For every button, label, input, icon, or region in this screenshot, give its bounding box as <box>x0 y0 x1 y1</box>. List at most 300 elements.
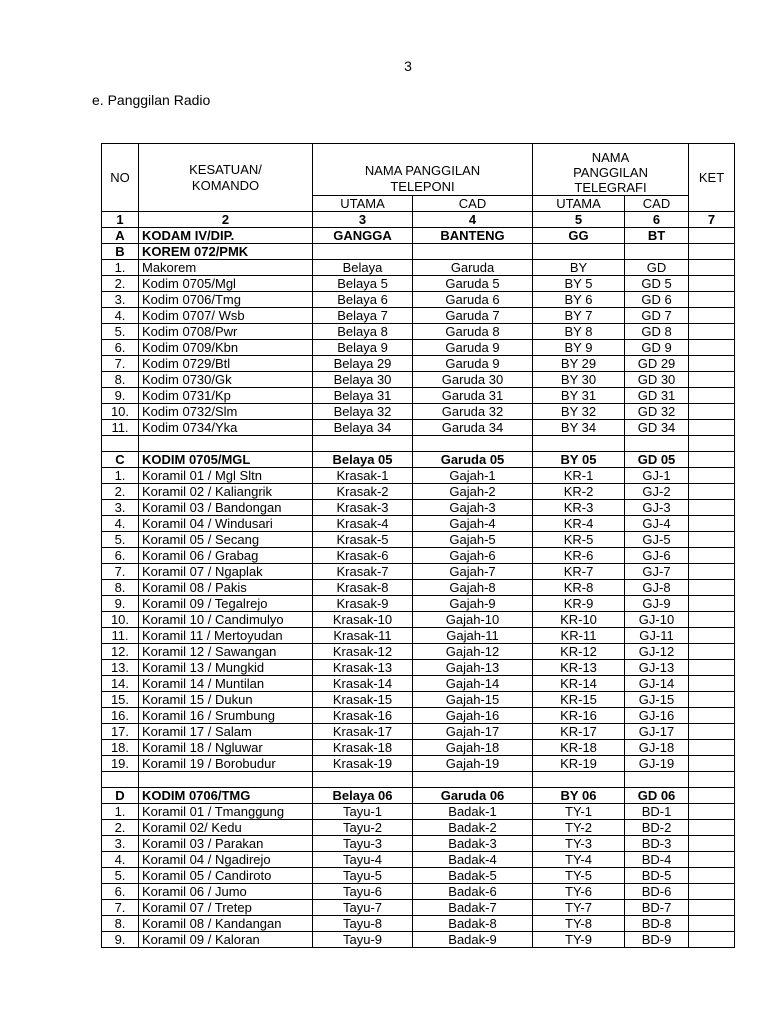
row-no: 11. <box>102 628 139 644</box>
row-ket <box>689 404 735 420</box>
row-telegrafi-utama: KR-15 <box>533 692 625 708</box>
row-telegrafi-cad: GD 5 <box>625 276 689 292</box>
row-telepon-cad: Gajah-8 <box>413 580 533 596</box>
row-telegrafi-cad: GJ-17 <box>625 724 689 740</box>
row-telegrafi-cad: GJ-8 <box>625 580 689 596</box>
row-unit-name: Koramil 13 / Mungkid <box>139 660 313 676</box>
row-telegrafi-cad: GJ-2 <box>625 484 689 500</box>
row-ket <box>689 228 735 244</box>
row-unit-name: Koramil 10 / Candimulyo <box>139 612 313 628</box>
row-unit-name: Koramil 04 / Ngadirejo <box>139 852 313 868</box>
header-telepon-cad: CAD <box>413 196 533 212</box>
table-row <box>102 740 735 756</box>
row-telepon-cad: Gajah-13 <box>413 660 533 676</box>
row-unit-name: Koramil 15 / Dukun <box>139 692 313 708</box>
header-telegrafi-cad: CAD <box>625 196 689 212</box>
header-telepon-utama: UTAMA <box>313 196 413 212</box>
row-ket <box>689 388 735 404</box>
table-row <box>102 420 735 436</box>
row-unit-name: Kodim 0707/ Wsb <box>139 308 313 324</box>
row-unit-name: Kodim 0705/Mgl <box>139 276 313 292</box>
row-no: 4. <box>102 308 139 324</box>
row-unit-name: Kodim 0731/Kp <box>139 388 313 404</box>
row-telegrafi-utama: KR-11 <box>533 628 625 644</box>
row-no: 4. <box>102 516 139 532</box>
table-row <box>102 884 735 900</box>
row-no: 17. <box>102 724 139 740</box>
table-row <box>102 596 735 612</box>
row-telegrafi-cad: GJ-10 <box>625 612 689 628</box>
row-telegrafi-cad: GJ-4 <box>625 516 689 532</box>
row-telepon-cad: Badak-1 <box>413 804 533 820</box>
row-telegrafi-utama: KR-5 <box>533 532 625 548</box>
row-no: 16. <box>102 708 139 724</box>
row-no: 9. <box>102 388 139 404</box>
row-no: 2. <box>102 276 139 292</box>
row-telepon-utama: Krasak-13 <box>313 660 413 676</box>
row-telegrafi-utama: KR-19 <box>533 756 625 772</box>
row-telegrafi-utama: KR-16 <box>533 708 625 724</box>
row-no: A <box>102 228 139 244</box>
row-telegrafi-utama: BY 34 <box>533 420 625 436</box>
row-telepon-cad <box>413 436 533 452</box>
call-sign-table <box>101 143 735 948</box>
row-unit-name <box>139 436 313 452</box>
row-no: 5. <box>102 532 139 548</box>
column-index: 4 <box>413 212 533 228</box>
table-row <box>102 532 735 548</box>
row-telegrafi-utama: TY-5 <box>533 868 625 884</box>
table-row <box>102 644 735 660</box>
row-telepon-cad: Garuda 8 <box>413 324 533 340</box>
row-unit-name: Koramil 18 / Ngluwar <box>139 740 313 756</box>
row-telepon-utama: Krasak-9 <box>313 596 413 612</box>
row-telepon-cad: Badak-8 <box>413 916 533 932</box>
table-row <box>102 468 735 484</box>
row-telepon-cad: Badak-7 <box>413 900 533 916</box>
row-ket <box>689 420 735 436</box>
column-index: 5 <box>533 212 625 228</box>
row-unit-name: Kodim 0729/Btl <box>139 356 313 372</box>
row-telepon-utama: Tayu-7 <box>313 900 413 916</box>
table-row <box>102 548 735 564</box>
row-telegrafi-cad: GD 06 <box>625 788 689 804</box>
row-telegrafi-utama: GG <box>533 228 625 244</box>
row-telepon-utama: Krasak-7 <box>313 564 413 580</box>
row-ket <box>689 932 735 948</box>
row-unit-name: Koramil 03 / Parakan <box>139 836 313 852</box>
row-unit-name: Koramil 16 / Srumbung <box>139 708 313 724</box>
row-telegrafi-cad: GD 05 <box>625 452 689 468</box>
row-no: 10. <box>102 404 139 420</box>
row-telegrafi-cad <box>625 244 689 260</box>
row-no: D <box>102 788 139 804</box>
row-telegrafi-utama: KR-6 <box>533 548 625 564</box>
row-telegrafi-utama: KR-9 <box>533 596 625 612</box>
row-telegrafi-cad: GD 6 <box>625 292 689 308</box>
row-unit-name: KODAM IV/DIP. <box>139 228 313 244</box>
section-title: e. Panggilan Radio <box>92 92 211 108</box>
row-no: 8. <box>102 580 139 596</box>
row-no: 8. <box>102 916 139 932</box>
row-telegrafi-utama: TY-1 <box>533 804 625 820</box>
row-ket <box>689 548 735 564</box>
row-telegrafi-cad: GJ-13 <box>625 660 689 676</box>
row-ket <box>689 628 735 644</box>
row-ket <box>689 644 735 660</box>
row-telepon-utama: Krasak-1 <box>313 468 413 484</box>
row-no: 1. <box>102 468 139 484</box>
row-telegrafi-utama: BY 7 <box>533 308 625 324</box>
row-unit-name: KOREM 072/PMK <box>139 244 313 260</box>
row-no: 4. <box>102 852 139 868</box>
row-ket <box>689 292 735 308</box>
table-row <box>102 228 735 244</box>
row-unit-name: Koramil 01 / Mgl Sltn <box>139 468 313 484</box>
row-telegrafi-utama <box>533 244 625 260</box>
row-telegrafi-utama: KR-4 <box>533 516 625 532</box>
row-no: 7. <box>102 356 139 372</box>
row-telegrafi-cad: GJ-5 <box>625 532 689 548</box>
row-ket <box>689 356 735 372</box>
row-ket <box>689 484 735 500</box>
row-ket <box>689 324 735 340</box>
row-telegrafi-cad: BD-6 <box>625 884 689 900</box>
row-telegrafi-utama: BY 06 <box>533 788 625 804</box>
row-ket <box>689 468 735 484</box>
row-telegrafi-utama: KR-7 <box>533 564 625 580</box>
row-telepon-utama: Krasak-17 <box>313 724 413 740</box>
row-unit-name: Kodim 0734/Yka <box>139 420 313 436</box>
row-no: 1. <box>102 804 139 820</box>
row-ket <box>689 788 735 804</box>
row-telegrafi-utama: BY 31 <box>533 388 625 404</box>
row-unit-name: Kodim 0706/Tmg <box>139 292 313 308</box>
table-row <box>102 436 735 452</box>
row-telepon-cad: Gajah-17 <box>413 724 533 740</box>
row-telegrafi-utama: TY-4 <box>533 852 625 868</box>
table-row <box>102 772 735 788</box>
header-telegrafi: NAMA PANGGILAN TELEGRAFI <box>533 144 689 196</box>
row-telepon-utama: Tayu-4 <box>313 852 413 868</box>
row-no: 8. <box>102 372 139 388</box>
row-ket <box>689 516 735 532</box>
row-unit-name: Koramil 06 / Grabag <box>139 548 313 564</box>
row-telegrafi-utama: BY 30 <box>533 372 625 388</box>
row-telegrafi-cad: GJ-14 <box>625 676 689 692</box>
row-telepon-utama: Belaya 32 <box>313 404 413 420</box>
row-unit-name: Koramil 09 / Kaloran <box>139 932 313 948</box>
row-telepon-cad: Gajah-6 <box>413 548 533 564</box>
row-telepon-utama <box>313 436 413 452</box>
row-telegrafi-utama: KR-17 <box>533 724 625 740</box>
row-unit-name: Koramil 02 / Kaliangrik <box>139 484 313 500</box>
row-telegrafi-cad: GJ-11 <box>625 628 689 644</box>
row-ket <box>689 340 735 356</box>
row-telegrafi-cad: GD 7 <box>625 308 689 324</box>
row-no: 9. <box>102 596 139 612</box>
row-telepon-cad: Gajah-14 <box>413 676 533 692</box>
row-ket <box>689 676 735 692</box>
row-telepon-utama: Tayu-3 <box>313 836 413 852</box>
row-telepon-cad: Gajah-5 <box>413 532 533 548</box>
row-telepon-utama: Tayu-6 <box>313 884 413 900</box>
row-telepon-cad: BANTENG <box>413 228 533 244</box>
row-telegrafi-utama: BY 9 <box>533 340 625 356</box>
row-telegrafi-cad: GJ-1 <box>625 468 689 484</box>
row-telegrafi-utama: KR-12 <box>533 644 625 660</box>
row-telegrafi-utama: BY 29 <box>533 356 625 372</box>
row-ket <box>689 804 735 820</box>
row-ket <box>689 596 735 612</box>
row-telepon-utama: Belaya <box>313 260 413 276</box>
row-telepon-utama: Krasak-2 <box>313 484 413 500</box>
row-telegrafi-cad: GJ-12 <box>625 644 689 660</box>
row-telepon-utama: Belaya 31 <box>313 388 413 404</box>
row-telegrafi-utama: TY-7 <box>533 900 625 916</box>
row-telegrafi-utama: KR-1 <box>533 468 625 484</box>
row-telepon-cad: Gajah-19 <box>413 756 533 772</box>
row-telegrafi-cad <box>625 436 689 452</box>
row-ket <box>689 660 735 676</box>
row-telegrafi-cad: GJ-18 <box>625 740 689 756</box>
row-telegrafi-cad: BD-1 <box>625 804 689 820</box>
row-telegrafi-cad: GD 34 <box>625 420 689 436</box>
row-telegrafi-cad: GJ-16 <box>625 708 689 724</box>
row-telepon-utama: Tayu-1 <box>313 804 413 820</box>
row-telepon-utama: Belaya 6 <box>313 292 413 308</box>
row-telepon-utama: Belaya 06 <box>313 788 413 804</box>
row-telepon-cad: Gajah-3 <box>413 500 533 516</box>
table-row <box>102 276 735 292</box>
row-no: 7. <box>102 900 139 916</box>
row-telepon-cad: Badak-6 <box>413 884 533 900</box>
row-ket <box>689 772 735 788</box>
row-no: 3. <box>102 500 139 516</box>
table-row <box>102 916 735 932</box>
row-telepon-cad: Gajah-18 <box>413 740 533 756</box>
row-telepon-cad: Badak-9 <box>413 932 533 948</box>
row-no: 6. <box>102 884 139 900</box>
row-no: 3. <box>102 836 139 852</box>
row-telepon-cad: Gajah-15 <box>413 692 533 708</box>
row-telegrafi-cad: BD-9 <box>625 932 689 948</box>
table-row <box>102 612 735 628</box>
row-ket <box>689 692 735 708</box>
row-ket <box>689 900 735 916</box>
row-telegrafi-utama: TY-3 <box>533 836 625 852</box>
row-telegrafi-utama: KR-14 <box>533 676 625 692</box>
row-telepon-utama: Tayu-9 <box>313 932 413 948</box>
row-unit-name: Koramil 06 / Jumo <box>139 884 313 900</box>
row-telepon-utama: Tayu-8 <box>313 916 413 932</box>
row-telepon-cad: Garuda 06 <box>413 788 533 804</box>
row-ket <box>689 436 735 452</box>
row-telegrafi-cad: GD 29 <box>625 356 689 372</box>
row-unit-name: Koramil 02/ Kedu <box>139 820 313 836</box>
row-telegrafi-utama: KR-10 <box>533 612 625 628</box>
row-telepon-utama: Belaya 30 <box>313 372 413 388</box>
row-telepon-utama: Krasak-19 <box>313 756 413 772</box>
table-row <box>102 564 735 580</box>
row-no: 11. <box>102 420 139 436</box>
row-telegrafi-utama: TY-9 <box>533 932 625 948</box>
row-ket <box>689 452 735 468</box>
row-telepon-cad: Garuda <box>413 260 533 276</box>
header-telegrafi-utama: UTAMA <box>533 196 625 212</box>
table-row <box>102 372 735 388</box>
row-telepon-utama: Krasak-4 <box>313 516 413 532</box>
row-no <box>102 772 139 788</box>
row-unit-name: KODIM 0706/TMG <box>139 788 313 804</box>
column-index-row <box>102 212 735 228</box>
row-telegrafi-cad: BD-3 <box>625 836 689 852</box>
row-telepon-utama: Krasak-16 <box>313 708 413 724</box>
row-telepon-cad: Badak-3 <box>413 836 533 852</box>
row-unit-name: Koramil 08 / Pakis <box>139 580 313 596</box>
row-no: 9. <box>102 932 139 948</box>
row-no: 7. <box>102 564 139 580</box>
row-telepon-utama: Krasak-15 <box>313 692 413 708</box>
table-row <box>102 660 735 676</box>
header-telepon: NAMA PANGGILAN TELEPONI <box>313 144 533 196</box>
row-telepon-cad: Badak-4 <box>413 852 533 868</box>
row-no: 18. <box>102 740 139 756</box>
row-unit-name: Koramil 05 / Candiroto <box>139 868 313 884</box>
row-telegrafi-cad: BD-8 <box>625 916 689 932</box>
row-telepon-cad: Gajah-11 <box>413 628 533 644</box>
column-index: 7 <box>689 212 735 228</box>
table-row <box>102 356 735 372</box>
row-unit-name: Kodim 0708/Pwr <box>139 324 313 340</box>
row-ket <box>689 852 735 868</box>
row-ket <box>689 884 735 900</box>
row-unit-name <box>139 772 313 788</box>
row-telepon-cad <box>413 244 533 260</box>
row-no: 2. <box>102 820 139 836</box>
row-telepon-cad: Gajah-9 <box>413 596 533 612</box>
row-telegrafi-cad: GJ-7 <box>625 564 689 580</box>
table-row <box>102 580 735 596</box>
row-telepon-cad: Garuda 9 <box>413 356 533 372</box>
row-no: 5. <box>102 324 139 340</box>
row-ket <box>689 308 735 324</box>
row-ket <box>689 740 735 756</box>
row-telepon-cad: Gajah-4 <box>413 516 533 532</box>
row-telegrafi-cad: GD 30 <box>625 372 689 388</box>
row-unit-name: Kodim 0730/Gk <box>139 372 313 388</box>
table-row <box>102 868 735 884</box>
column-index: 1 <box>102 212 139 228</box>
row-telegrafi-utama: KR-3 <box>533 500 625 516</box>
row-ket <box>689 500 735 516</box>
row-no: 14. <box>102 676 139 692</box>
row-telegrafi-cad: BD-7 <box>625 900 689 916</box>
row-telegrafi-utama: KR-2 <box>533 484 625 500</box>
row-telegrafi-utama: TY-6 <box>533 884 625 900</box>
row-unit-name: Koramil 04 / Windusari <box>139 516 313 532</box>
row-ket <box>689 868 735 884</box>
row-ket <box>689 564 735 580</box>
row-telepon-utama: Belaya 34 <box>313 420 413 436</box>
row-telepon-cad: Garuda 6 <box>413 292 533 308</box>
row-telegrafi-cad: GJ-15 <box>625 692 689 708</box>
row-no: 1. <box>102 260 139 276</box>
row-telegrafi-cad: GJ-3 <box>625 500 689 516</box>
row-telepon-utama: Belaya 8 <box>313 324 413 340</box>
row-telepon-cad: Garuda 7 <box>413 308 533 324</box>
row-telepon-cad <box>413 772 533 788</box>
row-telepon-cad: Badak-2 <box>413 820 533 836</box>
row-telegrafi-utama: KR-18 <box>533 740 625 756</box>
row-telegrafi-utama: BY <box>533 260 625 276</box>
column-index: 3 <box>313 212 413 228</box>
row-telepon-cad: Garuda 30 <box>413 372 533 388</box>
table-row <box>102 836 735 852</box>
row-telepon-cad: Gajah-7 <box>413 564 533 580</box>
table-row <box>102 708 735 724</box>
table-row <box>102 516 735 532</box>
row-telepon-cad: Gajah-16 <box>413 708 533 724</box>
row-telepon-cad: Garuda 5 <box>413 276 533 292</box>
table-row <box>102 452 735 468</box>
row-ket <box>689 708 735 724</box>
row-unit-name: Kodim 0732/Slm <box>139 404 313 420</box>
row-ket <box>689 612 735 628</box>
row-ket <box>689 836 735 852</box>
row-telepon-utama: Tayu-5 <box>313 868 413 884</box>
row-telepon-utama: Krasak-3 <box>313 500 413 516</box>
row-ket <box>689 372 735 388</box>
row-telegrafi-utama: TY-2 <box>533 820 625 836</box>
row-no: C <box>102 452 139 468</box>
row-ket <box>689 244 735 260</box>
row-telepon-utama: Krasak-14 <box>313 676 413 692</box>
row-telegrafi-cad: GD 32 <box>625 404 689 420</box>
row-ket <box>689 260 735 276</box>
row-telepon-cad: Garuda 31 <box>413 388 533 404</box>
row-telepon-utama: Belaya 9 <box>313 340 413 356</box>
row-telegrafi-utama: KR-8 <box>533 580 625 596</box>
row-telegrafi-cad: GJ-19 <box>625 756 689 772</box>
row-telepon-cad: Gajah-12 <box>413 644 533 660</box>
row-unit-name: Koramil 09 / Tegalrejo <box>139 596 313 612</box>
row-telepon-utama: GANGGA <box>313 228 413 244</box>
row-telepon-utama: Krasak-11 <box>313 628 413 644</box>
row-ket <box>689 756 735 772</box>
row-telegrafi-cad: GD 8 <box>625 324 689 340</box>
table-row <box>102 308 735 324</box>
row-telegrafi-cad <box>625 772 689 788</box>
row-no: 6. <box>102 340 139 356</box>
row-telepon-cad: Badak-5 <box>413 868 533 884</box>
row-telegrafi-cad: BT <box>625 228 689 244</box>
row-unit-name: Koramil 14 / Muntilan <box>139 676 313 692</box>
row-telegrafi-utama: BY 6 <box>533 292 625 308</box>
row-unit-name: KODIM 0705/MGL <box>139 452 313 468</box>
row-telegrafi-cad: GJ-9 <box>625 596 689 612</box>
table-row <box>102 244 735 260</box>
row-unit-name: Koramil 07 / Ngaplak <box>139 564 313 580</box>
row-telepon-utama: Belaya 5 <box>313 276 413 292</box>
row-no: 12. <box>102 644 139 660</box>
row-telegrafi-cad: GD 31 <box>625 388 689 404</box>
row-telegrafi-utama <box>533 436 625 452</box>
row-telepon-utama: Krasak-18 <box>313 740 413 756</box>
row-telegrafi-utama: TY-8 <box>533 916 625 932</box>
row-telegrafi-cad: BD-5 <box>625 868 689 884</box>
row-telepon-utama: Krasak-6 <box>313 548 413 564</box>
